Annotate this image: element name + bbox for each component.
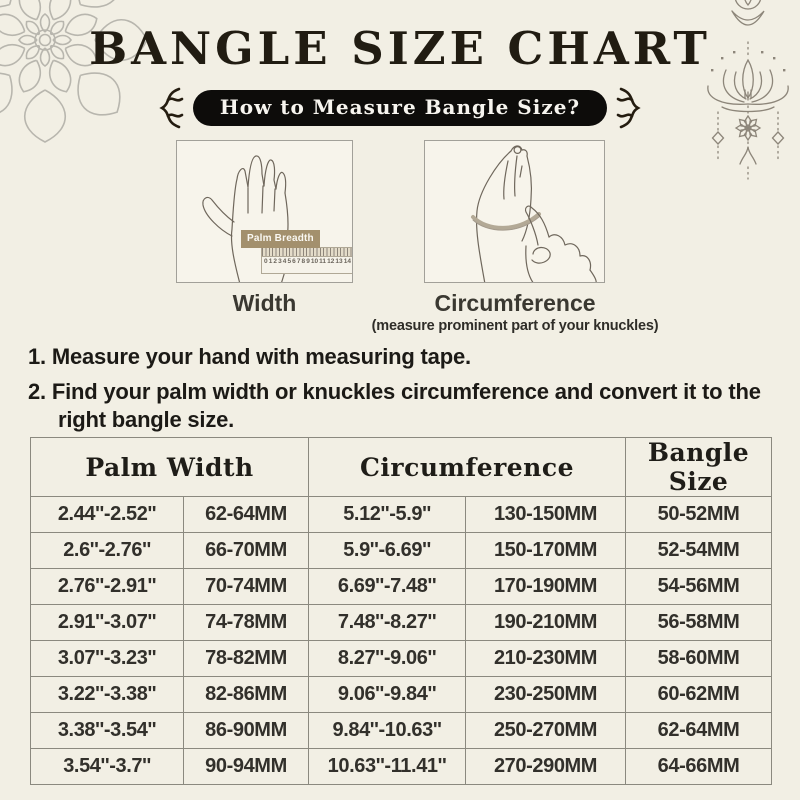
table-cell: 2.44''-2.52'' <box>31 497 184 533</box>
ruler-number: 5 <box>287 258 292 265</box>
table-cell: 2.91''-3.07'' <box>31 605 184 641</box>
table-cell: 62-64MM <box>184 497 309 533</box>
width-illustration-box <box>176 140 353 283</box>
table-cell: 3.54''-3.7'' <box>31 749 184 785</box>
table-cell: 150-170MM <box>466 533 626 569</box>
table-cell: 62-64MM <box>626 713 772 749</box>
table-cell: 6.69''-7.48'' <box>309 569 466 605</box>
table-cell: 66-70MM <box>184 533 309 569</box>
table-cell: 56-58MM <box>626 605 772 641</box>
ruler-number: 3 <box>278 258 282 265</box>
table-row <box>31 713 772 749</box>
ruler-ticks <box>262 248 353 257</box>
ruler-number: 13 <box>335 258 343 265</box>
ruler-number: 6 <box>292 258 296 265</box>
ruler <box>261 247 353 274</box>
page-header <box>0 22 800 130</box>
table-cell: 210-230MM <box>466 641 626 677</box>
flourish-left-icon <box>155 86 185 130</box>
ruler-number: 10 <box>310 258 319 265</box>
table-cell: 250-270MM <box>466 713 626 749</box>
table-cell: 90-94MM <box>184 749 309 785</box>
table-cell: 9.84''-10.63'' <box>309 713 466 749</box>
table-cell: 3.38''-3.54'' <box>31 713 184 749</box>
ruler-number: 14 <box>343 258 351 265</box>
ruler-number: 0 <box>264 258 268 265</box>
table-cell: 82-86MM <box>184 677 309 713</box>
table-cell: 60-62MM <box>626 677 772 713</box>
table-cell: 50-52MM <box>626 497 772 533</box>
table-cell: 5.9''-6.69'' <box>309 533 466 569</box>
table-cell: 130-150MM <box>466 497 626 533</box>
table-row <box>31 569 772 605</box>
table-row <box>31 749 772 785</box>
ruler-number: 12 <box>327 258 335 265</box>
size-chart-table <box>30 437 772 785</box>
table-cell: 2.76''-2.91'' <box>31 569 184 605</box>
ruler-number: 8 <box>301 258 306 265</box>
table-header-row <box>31 438 772 497</box>
circumference-illustration-box <box>424 140 605 283</box>
table-row <box>31 605 772 641</box>
instruction-item: 1. Measure your hand with measuring tape. <box>28 344 471 369</box>
table-row <box>31 497 772 533</box>
table-cell: 5.12''-5.9'' <box>309 497 466 533</box>
flourish-right-icon <box>615 86 645 130</box>
table-cell: 58-60MM <box>626 641 772 677</box>
how-to-measure-badge: How to Measure Bangle Size? <box>193 90 607 126</box>
table-cell: 9.06''-9.84'' <box>309 677 466 713</box>
table-row <box>31 677 772 713</box>
header-palm-width: Palm Width <box>31 438 309 497</box>
ruler-number: 1 <box>268 258 273 265</box>
hand-circumference-illustration <box>425 141 605 283</box>
ruler-number: 2 <box>273 258 277 265</box>
circumference-caption <box>330 290 700 334</box>
page-title: BANGLE SIZE CHART <box>89 22 711 75</box>
table-row <box>31 641 772 677</box>
table-cell: 8.27''-9.06'' <box>309 641 466 677</box>
table-cell: 2.6''-2.76'' <box>31 533 184 569</box>
table-cell: 7.48''-8.27'' <box>309 605 466 641</box>
ruler-number: 11 <box>319 258 327 265</box>
table-cell: 78-82MM <box>184 641 309 677</box>
table-cell: 230-250MM <box>466 677 626 713</box>
ruler-number: 9 <box>306 258 310 265</box>
table-cell: 10.63''-11.41'' <box>309 749 466 785</box>
table-row <box>31 533 772 569</box>
ruler-numbers <box>262 257 353 266</box>
width-caption: Width <box>232 290 297 316</box>
circumference-note: (measure prominent part of your knuckles) <box>371 318 659 334</box>
table-cell: 64-66MM <box>626 749 772 785</box>
table-cell: 52-54MM <box>626 533 772 569</box>
table-cell: 74-78MM <box>184 605 309 641</box>
instruction-item: 2. Find your palm width or knuckles circumference and convert it to the right bangle size. <box>28 379 761 432</box>
table-cell: 86-90MM <box>184 713 309 749</box>
circumference-caption-text: Circumference <box>434 290 596 316</box>
table-cell: 270-290MM <box>466 749 626 785</box>
table-cell: 3.22''-3.38'' <box>31 677 184 713</box>
table-cell: 3.07''-3.23'' <box>31 641 184 677</box>
header-circumference: Circumference <box>309 438 626 497</box>
table-cell: 70-74MM <box>184 569 309 605</box>
ruler-number: 4 <box>282 258 287 265</box>
palm-breadth-label: Palm Breadth <box>241 230 320 248</box>
header-bangle-size: Bangle Size <box>626 438 772 497</box>
ruler-number: 7 <box>296 258 301 265</box>
table-cell: 170-190MM <box>466 569 626 605</box>
table-cell: 190-210MM <box>466 605 626 641</box>
table-cell: 54-56MM <box>626 569 772 605</box>
instructions-list <box>28 343 776 441</box>
